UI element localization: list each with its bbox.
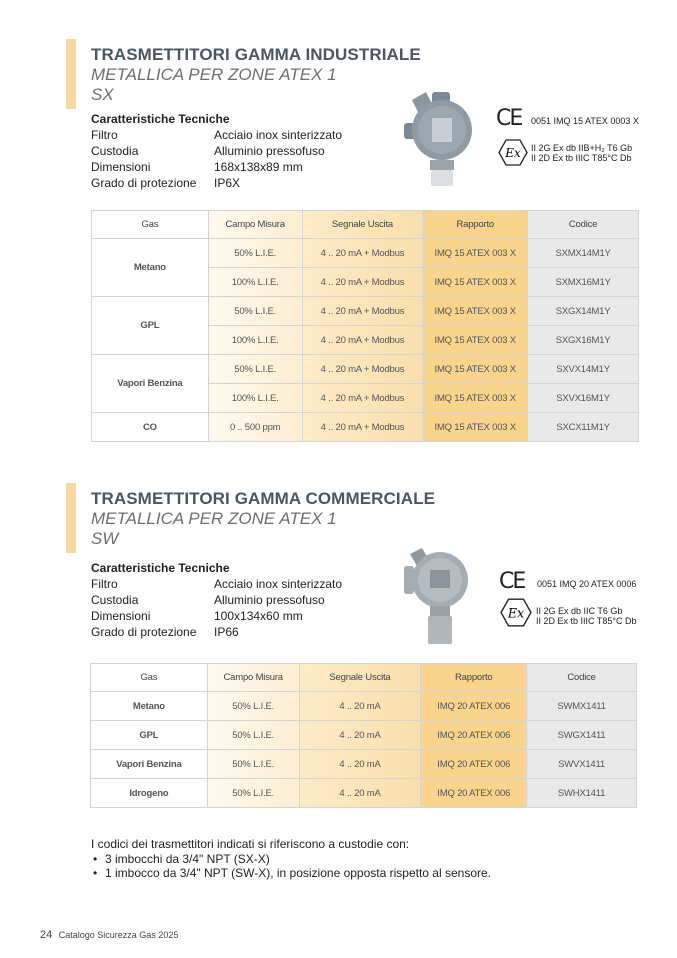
section-header-industriale <box>91 45 421 105</box>
section-model: SX <box>91 85 114 104</box>
range-cell: 50% L.I.E. <box>207 750 299 779</box>
report-cell: IMQ 15 ATEX 003 X <box>423 355 528 384</box>
spec-row: Custodia Alluminio pressofuso <box>91 144 325 158</box>
code-cell: SXGX14M1Y <box>528 297 639 326</box>
code-cell: SXGX16M1Y <box>528 326 639 355</box>
table-header-row <box>92 211 639 239</box>
range-cell: 0 .. 500 ppm <box>208 413 302 442</box>
range-cell: 50% L.I.E. <box>207 721 299 750</box>
signal-cell: 4 .. 20 mA + Modbus <box>302 268 423 297</box>
atex-marking: II 2G Ex db IIB+H₂ T6 Gb II 2D Ex tb IIIC T85°C Db <box>531 143 633 163</box>
range-cell: 100% L.I.E. <box>208 268 302 297</box>
report-cell: IMQ 15 ATEX 003 X <box>423 268 528 297</box>
atex-marking: II 2G Ex db IIC T6 Gb II 2D Ex tb IIIC T85°C Db <box>536 606 637 626</box>
signal-cell: 4 .. 20 mA + Modbus <box>302 297 423 326</box>
table-row <box>91 692 637 721</box>
range-cell: 50% L.I.E. <box>207 692 299 721</box>
column-header: Segnale Uscita <box>299 664 421 692</box>
table-row <box>92 413 639 442</box>
table-row <box>91 721 637 750</box>
page-footer <box>40 929 178 941</box>
report-cell: IMQ 20 ATEX 006 <box>421 721 527 750</box>
column-header: Campo Misura <box>208 211 302 239</box>
section-subtitle: METALLICA PER ZONE ATEX 1 <box>91 65 337 84</box>
ce-certificate: 0051 IMQ 15 ATEX 0003 X <box>531 116 639 126</box>
code-cell: SXVX14M1Y <box>528 355 639 384</box>
report-cell: IMQ 15 ATEX 003 X <box>423 239 528 268</box>
spec-row: Grado di protezione IP6X <box>91 176 241 190</box>
section-header-commerciale <box>91 489 435 549</box>
custody-note <box>91 837 491 881</box>
table-row <box>91 779 637 808</box>
range-cell: 50% L.I.E. <box>208 297 302 326</box>
spec-row: Grado di protezione IP66 <box>91 625 239 639</box>
range-cell: 100% L.I.E. <box>208 384 302 413</box>
section-title: TRASMETTITORI GAMMA COMMERCIALE <box>91 489 436 508</box>
spec-row: Filtro Acciaio inox sinterizzato <box>91 128 343 142</box>
column-header: Segnale Uscita <box>302 211 423 239</box>
ce-mark-icon: CE <box>496 106 522 131</box>
spec-row: Dimensioni 100x134x60 mm <box>91 609 303 623</box>
atex-ex-icon <box>500 598 532 627</box>
column-header: Rapporto <box>423 211 528 239</box>
spec-row: Custodia Alluminio pressofuso <box>91 593 325 607</box>
report-cell: IMQ 15 ATEX 003 X <box>423 413 528 442</box>
code-cell: SWMX1411 <box>527 692 637 721</box>
product-table-sx <box>91 210 639 442</box>
signal-cell: 4 .. 20 mA <box>299 779 421 808</box>
gas-cell: Vapori Benzina <box>92 355 209 413</box>
product-table-sw <box>90 663 637 808</box>
table-row <box>92 239 639 268</box>
table-row <box>91 750 637 779</box>
spec-row: Filtro Acciaio inox sinterizzato <box>91 577 343 591</box>
table-row <box>92 355 639 384</box>
ce-mark-icon: CE <box>499 569 525 594</box>
code-cell: SWHX1411 <box>527 779 637 808</box>
signal-cell: 4 .. 20 mA <box>299 721 421 750</box>
table-header-row <box>91 664 637 692</box>
section-title: TRASMETTITORI GAMMA INDUSTRIALE <box>91 45 421 64</box>
range-cell: 50% L.I.E. <box>208 355 302 384</box>
signal-cell: 4 .. 20 mA <box>299 692 421 721</box>
section-accent-bar <box>66 39 76 109</box>
signal-cell: 4 .. 20 mA + Modbus <box>302 326 423 355</box>
specs-heading: Caratteristiche Tecniche <box>91 112 230 126</box>
signal-cell: 4 .. 20 mA + Modbus <box>302 384 423 413</box>
note-bullet: • 1 imbocco da 3/4" NPT (SW-X), in posizione opposta rispetto al sensore. <box>93 866 492 880</box>
ce-certificate: 0051 IMQ 20 ATEX 0006 <box>537 579 637 589</box>
signal-cell: 4 .. 20 mA + Modbus <box>302 413 423 442</box>
column-header: Codice <box>527 664 637 692</box>
gas-cell: GPL <box>91 721 208 750</box>
section-accent-bar <box>66 483 76 553</box>
report-cell: IMQ 15 ATEX 003 X <box>423 384 528 413</box>
signal-cell: 4 .. 20 mA <box>299 750 421 779</box>
column-header: Rapporto <box>421 664 527 692</box>
range-cell: 50% L.I.E. <box>208 239 302 268</box>
note-bullet: • 3 imbocchi da 3/4" NPT (SX-X) <box>93 851 270 866</box>
gas-cell: Idrogeno <box>91 779 208 808</box>
column-header: Campo Misura <box>207 664 299 692</box>
catalog-name: Catalogo Sicurezza Gas 2025 <box>58 930 179 940</box>
code-cell: SWGX1411 <box>527 721 637 750</box>
report-cell: IMQ 20 ATEX 006 <box>421 750 527 779</box>
gas-cell: Vapori Benzina <box>91 750 208 779</box>
range-cell: 100% L.I.E. <box>208 326 302 355</box>
report-cell: IMQ 15 ATEX 003 X <box>423 297 528 326</box>
column-header: Codice <box>528 211 639 239</box>
report-cell: IMQ 20 ATEX 006 <box>421 779 527 808</box>
gas-cell: Metano <box>91 692 208 721</box>
tech-specs <box>91 111 342 191</box>
code-cell: SXCX11M1Y <box>528 413 639 442</box>
code-cell: SXMX16M1Y <box>528 268 639 297</box>
atex-ex-icon <box>498 139 528 166</box>
report-cell: IMQ 15 ATEX 003 X <box>423 326 528 355</box>
page-number: 24 <box>40 929 53 941</box>
svg-text:Ex: Ex <box>505 146 521 160</box>
gas-cell: GPL <box>92 297 209 355</box>
range-cell: 50% L.I.E. <box>207 779 299 808</box>
table-row <box>92 297 639 326</box>
signal-cell: 4 .. 20 mA + Modbus <box>302 239 423 268</box>
report-cell: IMQ 20 ATEX 006 <box>421 692 527 721</box>
tech-specs <box>91 560 342 640</box>
code-cell: SWVX1411 <box>527 750 637 779</box>
code-cell: SXVX16M1Y <box>528 384 639 413</box>
spec-row: Dimensioni 168x138x89 mm <box>91 160 303 174</box>
section-subtitle: METALLICA PER ZONE ATEX 1 <box>91 509 337 528</box>
specs-heading: Caratteristiche Tecniche <box>91 561 230 575</box>
code-cell: SXMX14M1Y <box>528 239 639 268</box>
gas-cell: CO <box>92 413 209 442</box>
gas-cell: Metano <box>92 239 209 297</box>
column-header: Gas <box>92 211 209 239</box>
product-image-sx <box>400 90 485 188</box>
signal-cell: 4 .. 20 mA + Modbus <box>302 355 423 384</box>
column-header: Gas <box>91 664 208 692</box>
section-model: SW <box>91 529 119 548</box>
svg-text:Ex: Ex <box>507 606 525 622</box>
product-image-sw <box>402 546 478 646</box>
note-intro: I codici dei trasmettitori indicati si riferiscono a custodie con: <box>91 837 410 851</box>
